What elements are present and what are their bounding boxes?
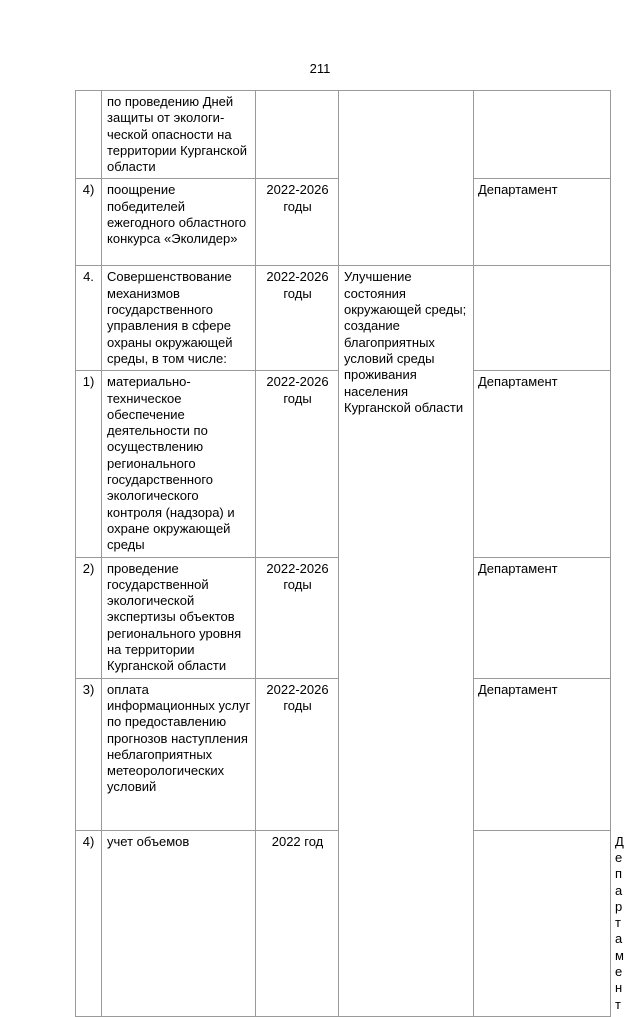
implementation-period: 2022-2026 годы xyxy=(256,371,339,557)
measure-description: оплата информационных услуг по предоставлению прогнозов наступления неблагоприятных метеорологических условий xyxy=(102,678,256,830)
measure-description: проведение государственной экологической экспертизы объектов регионального уровня на территории Курганской области xyxy=(102,557,256,678)
measure-description: по проведению Дней защиты от экологи-ческой опасности на территории Курганской области xyxy=(102,91,256,179)
measures-table xyxy=(75,90,624,1017)
row-number: 1) xyxy=(76,371,102,557)
expected-result: Улучшение состояния окружающей среды; создание благоприятных условий среды проживания населения Курганской области xyxy=(339,266,474,1016)
measure-description: поощрение победителей ежегодного областного конкурса «Эколидер» xyxy=(102,179,256,266)
executor xyxy=(474,91,611,179)
measure-description: Совершенствование механизмов государственного управления в сфере охраны окружающей среды, в том числе: xyxy=(102,266,256,371)
implementation-period: 2022-2026 годы xyxy=(256,557,339,678)
table-row xyxy=(76,91,611,179)
executor: Департамент xyxy=(474,557,611,678)
page-number: 211 xyxy=(309,61,331,76)
row-number: 2) xyxy=(76,557,102,678)
executor: Департамент xyxy=(474,678,611,830)
executor: Департамент xyxy=(474,371,611,557)
executor xyxy=(474,266,611,371)
executor: Департамент xyxy=(474,179,611,266)
row-number: 4. xyxy=(76,266,102,371)
row-number: 4) xyxy=(76,830,102,1016)
measure-description: материально-техническое обеспечение деятельности по осуществлению регионального государственного экологического контроля (надзора) и охране окружающей среды xyxy=(102,371,256,557)
row-number xyxy=(76,91,102,179)
table-row xyxy=(76,266,611,371)
row-number: 3) xyxy=(76,678,102,830)
implementation-period: 2022-2026 годы xyxy=(256,179,339,266)
expected-result xyxy=(339,91,474,266)
measure-description: учет объемов xyxy=(102,830,256,1016)
implementation-period: 2022 год xyxy=(256,830,339,1016)
implementation-period xyxy=(256,91,339,179)
table-row: 4) учет объемов 2022 год Департамент xyxy=(76,830,611,1016)
expected-result xyxy=(474,830,611,1016)
implementation-period: 2022-2026 годы xyxy=(256,678,339,830)
implementation-period: 2022-2026 годы xyxy=(256,266,339,371)
row-number: 4) xyxy=(76,179,102,266)
